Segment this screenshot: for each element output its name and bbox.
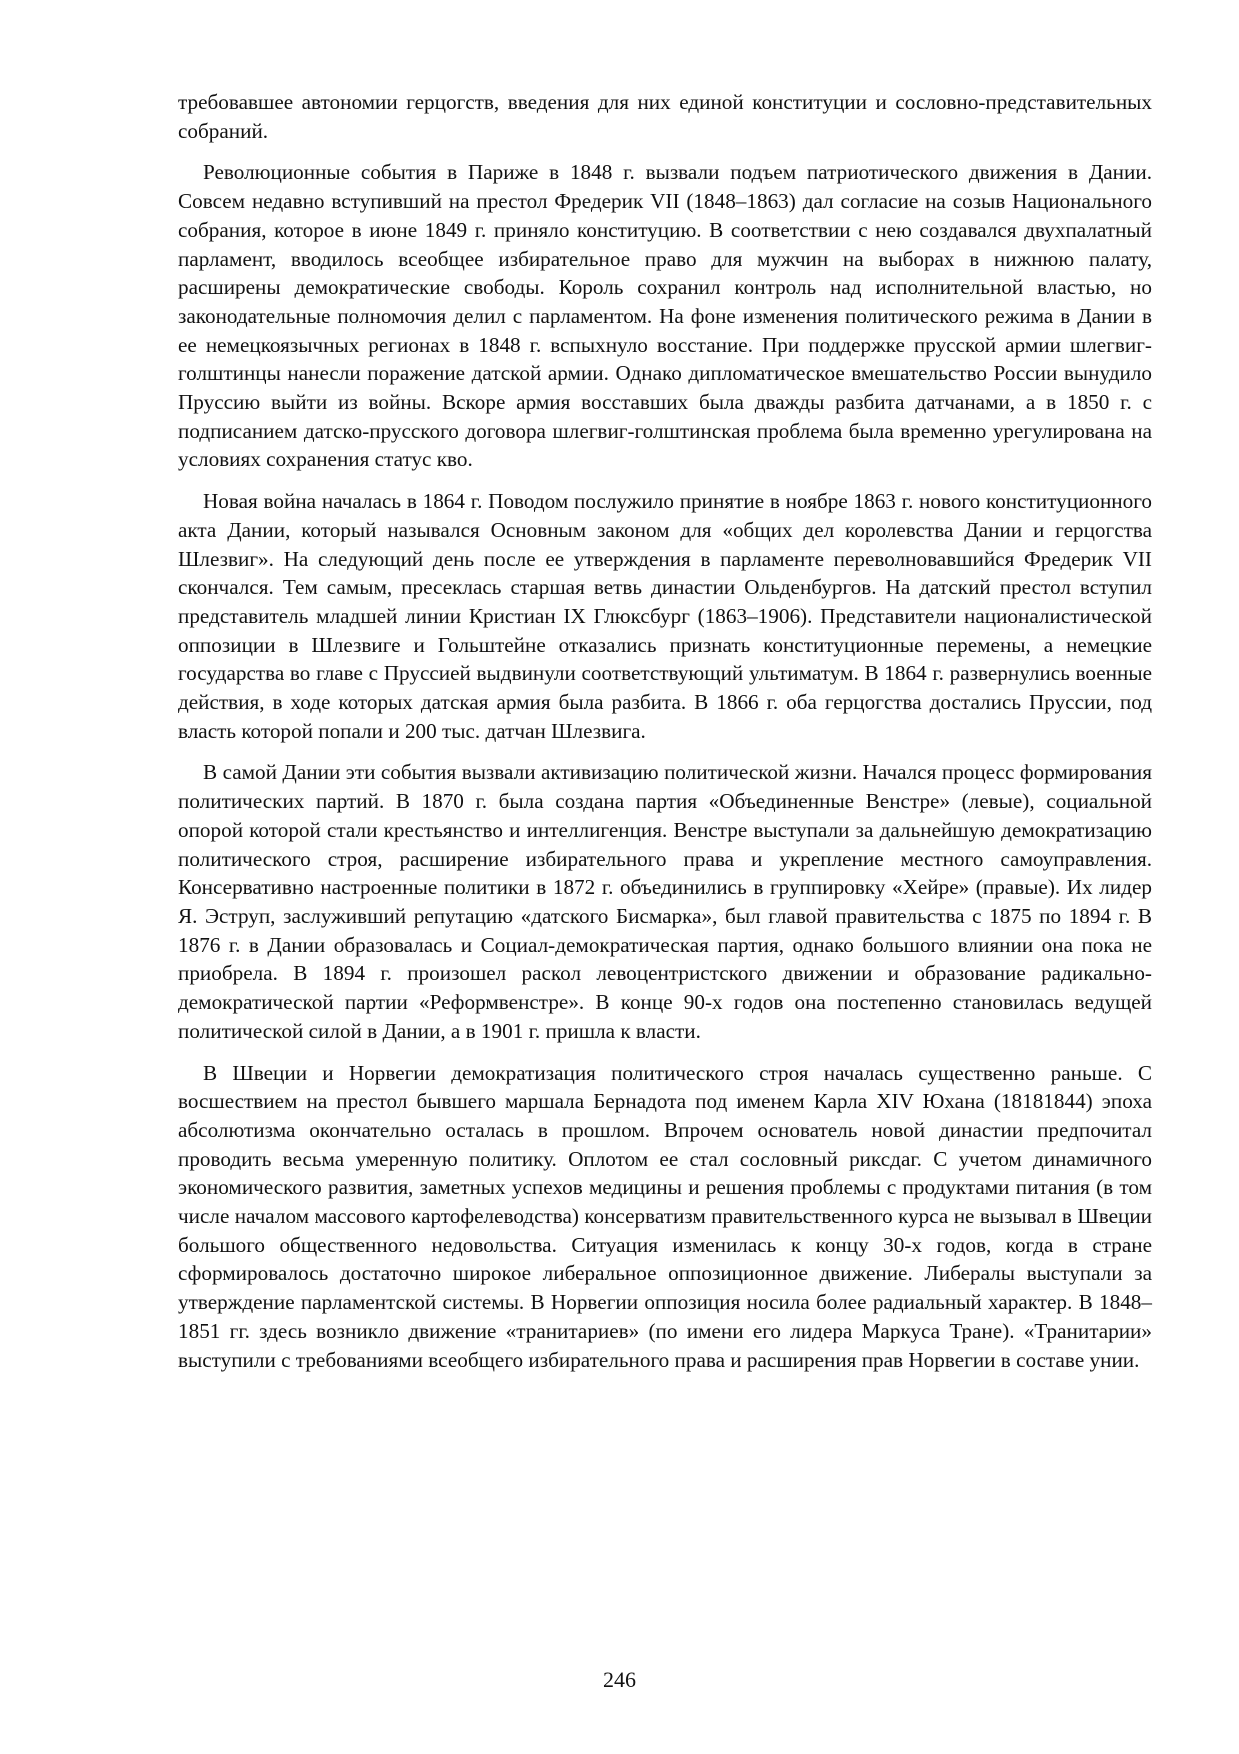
paragraph-sweden-norway: В Швеции и Норвегии демократизация политического строя началась существенно раньше. С восшествием на престол бывшего маршала Бернадота под именем Карла XIV Юхана (18181844) эпоха абсолютизма окончательно осталась в прошлом. Впрочем основатель новой династии предпочитал проводить весьма умеренную политику. Оплотом ее стал сословный риксдаг. С учетом динамичного экономического развития, заметных успехов медицины и решения проблемы с продуктами питания (в том числе началом массового картофелеводства) консерватизм правительственного курса не вызывал в Швеции большого общественного недовольства. Ситуация изменилась к концу 30-х годов, когда в стране сформировалось достаточно широкое либеральное оппозиционное движение. Либералы выступали за утверждение парламентской системы. В Норвегии оппозиция носила более радиальный характер. В 1848–1851 гг. здесь возникло движение «транитариев» (по имени его лидера Маркуса Тране). «Транитарии» выступили с требованиями всеобщего избирательного права и расширения прав Норвегии в составе унии.	[178, 1060, 1152, 1372]
paragraph-war-1864: Новая война началась в 1864 г. Поводом послужило принятие в ноябре 1863 г. нового конституционного акта Дании, который назывался Основным законом для «общих дел королевства Дании и герцогства Шлезвиг». На следующий день после ее утверждения в парламенте переволновавшийся Фредерик VII скончался. Тем самым, пресеклась старшая ветвь династии Ольденбургов. На датский престол вступил представитель младшей линии Кристиан IX Глюксбург (1863–1906). Представители националистической оппозиции в Шлезвиге и Гольштейне отказались признать конституционные перемены, а немецкие государства во главе с Пруссией выдвинули соответствующий ультиматум. В 1864 г. развернулись военные действия, в ходе которых датская армия была разбита. В 1866 г. оба герцогства достались Пруссии, под власть которой попали и 200 тыс. датчан Шлезвига.	[178, 489, 1152, 743]
paragraph-danish-parties: В самой Дании эти события вызвали активизацию политической жизни. Начался процесс формирования политических партий. В 1870 г. была создана партия «Объединенные Венстре» (левые), социальной опорой которой стали крестьянство и интеллигенция. Венстре выступали за дальнейшую демократизацию политического строя, расширение избирательного права и укрепление местного самоуправления. Консервативно настроенные политики в 1872 г. объединились в группировку «Хейре» (правые). Их лидер Я. Эструп, заслуживший репутацию «датского Бисмарка», был главой правительства с 1875 по 1894 г. В 1876 г. в Дании образовалась и Социал-демократическая партия, однако большого влиянии она пока не приобрела. В 1894 г. произошел раскол левоцентристского движении и образование радикально-демократической партии «Реформвенстре». В конце 90-х годов она постепенно становилась ведущей политической силой в Дании, а в 1901 г. пришла к власти.	[178, 760, 1152, 1043]
paragraph-revolution-1848: Революционные события в Париже в 1848 г. вызвали подъем патриотического движения в Дании. Совсем недавно вступивший на престол Фредерик VII (1848–1863) дал согласие на созыв Национального собрания, которое в июне 1849 г. приняло конституцию. В соответствии с нею создавался двухпалатный парламент, вводилось всеобщее избирательное право для мужчин на выборах в нижнюю палату, расширены демократические свободы. Король сохранил контроль над исполнительной властью, но законодательные полномочия делил с парламентом. На фоне изменения политического режима в Дании в ее немецкоязычных регионах в 1848 г. вспыхнуло восстание. При поддержке прусской армии шлегвиг-голштинцы нанесли поражение датской армии. Однако дипломатическое вмешательство России вынудило Пруссию выйти из войны. Вскоре армия восставших была дважды разбита датчанами, а в 1850 г. с подписанием датско-прусского договора шлегвиг-голштинская проблема была временно урегулирована на условиях сохранения статус кво.	[178, 160, 1152, 472]
page-number: 246	[603, 1667, 636, 1692]
page-body	[178, 88, 1152, 1387]
paragraph-continuation: требовавшее автономии герцогств, введения для них единой конституции и сословно-представительных собраний.	[178, 90, 1152, 143]
